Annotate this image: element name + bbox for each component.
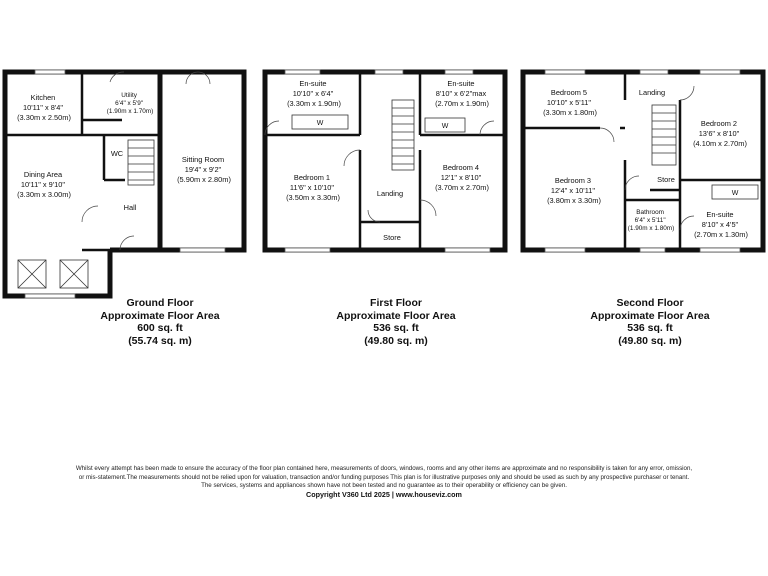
skylight bbox=[60, 260, 88, 288]
room-label-utility: Utility 6'4" x 5'9" (1.90m x 1.70m) bbox=[106, 92, 154, 115]
floor-name: First Floor bbox=[370, 297, 422, 309]
copyright: Copyright V360 Ltd 2025 | www.houseviz.com bbox=[306, 489, 462, 499]
room-label-en-suite: En-suite 10'10" x 6'4" (3.30m x 1.90m) bbox=[287, 79, 341, 108]
window bbox=[640, 248, 665, 252]
stairs bbox=[652, 105, 676, 165]
floor-area-label: Approximate Floor Area bbox=[100, 309, 220, 322]
window bbox=[285, 70, 320, 74]
wardrobe-mark: W bbox=[316, 120, 324, 127]
skylight bbox=[18, 260, 46, 288]
window bbox=[375, 70, 403, 74]
first-floor-plan bbox=[265, 70, 505, 252]
room-label-bedroom-4: Bedroom 4 12'1" x 8'10" (3.70m x 2.70m) bbox=[435, 163, 489, 192]
floor-area-label: Approximate Floor Area bbox=[336, 309, 456, 322]
room-label-hall: Hall bbox=[123, 203, 137, 212]
door-arc bbox=[82, 206, 98, 222]
window bbox=[545, 70, 585, 74]
wardrobe-mark: W bbox=[441, 123, 449, 130]
room-label-landing: Landing bbox=[376, 189, 404, 198]
room-label-store: Store bbox=[383, 233, 401, 242]
door-arc bbox=[680, 86, 694, 100]
room-label-bedroom-2: Bedroom 2 13'6" x 8'10" (4.10m x 2.70m) bbox=[693, 119, 747, 148]
floor-area-sqft: 536 sq. ft bbox=[373, 322, 419, 335]
room-label-en-suite: En-suite 8'10" x 4'5" (2.70m x 1.30m) bbox=[694, 210, 748, 239]
first-floor-caption bbox=[306, 297, 486, 347]
window bbox=[445, 70, 473, 74]
room-label-wc: WC bbox=[110, 149, 124, 158]
room-label-en-suite-2: En-suite 8'10" x 6'2"max (2.70m x 1.90m) bbox=[435, 79, 489, 108]
wardrobe-mark: W bbox=[731, 190, 739, 197]
disclaimer-line: Whilst every attempt has been made to ensure the accuracy of the floor plan contained here, measurements of doors, windows, rooms and any other items are approximate and no responsibility is taken for any error, omission, bbox=[75, 465, 693, 472]
disclaimer-line: The services, systems and appliances shown have not been tested and no guarantee as to their operability or efficiency can be given. bbox=[201, 482, 567, 490]
door-arc bbox=[368, 210, 380, 222]
second-floor-plan bbox=[523, 70, 763, 252]
room-label-store: Store bbox=[657, 175, 675, 184]
door-arc bbox=[600, 128, 614, 142]
disclaimer bbox=[20, 465, 748, 499]
room-label-bedroom-5: Bedroom 5 10'10" x 5'11" (3.30m x 1.80m) bbox=[543, 88, 597, 117]
room-label-bedroom-3: Bedroom 3 12'4" x 10'11" (3.80m x 3.30m) bbox=[547, 176, 601, 205]
door-arc bbox=[680, 216, 694, 230]
floor-area-label: Approximate Floor Area bbox=[590, 309, 710, 322]
window bbox=[545, 248, 585, 252]
window bbox=[700, 248, 740, 252]
room-label-kitchen: Kitchen 10'11" x 8'4" (3.30m x 2.50m) bbox=[17, 93, 71, 122]
window bbox=[700, 70, 740, 74]
stairs bbox=[128, 140, 154, 185]
room-label-bathroom: Bathroom 6'4" x 5'11" (1.90m x 1.80m) bbox=[627, 209, 675, 232]
door-arc bbox=[420, 200, 436, 216]
second-floor-caption bbox=[560, 297, 740, 347]
floor-name: Ground Floor bbox=[126, 297, 194, 309]
door-arc bbox=[344, 150, 360, 166]
floor-area-sqm: (49.80 sq. m) bbox=[364, 334, 428, 347]
ground-floor-caption bbox=[70, 297, 250, 347]
window bbox=[35, 70, 65, 74]
stairs bbox=[392, 100, 414, 170]
floor-name: Second Floor bbox=[616, 297, 684, 309]
floor-area-sqm: (55.74 sq. m) bbox=[128, 334, 192, 347]
ground-floor-plan bbox=[5, 70, 244, 298]
room-label-dining-area: Dining Area 10'11" x 9'10" (3.30m x 3.00m) bbox=[17, 170, 71, 199]
floor-area-sqm: (49.80 sq. m) bbox=[618, 334, 682, 347]
floor-area-sqft: 536 sq. ft bbox=[627, 322, 673, 335]
door-arc bbox=[625, 176, 639, 190]
floor-area-sqft: 600 sq. ft bbox=[137, 322, 183, 335]
room-label-bedroom-1: Bedroom 1 11'6" x 10'10" (3.50m x 3.30m) bbox=[286, 173, 340, 202]
window bbox=[640, 70, 668, 74]
door-arc bbox=[480, 121, 494, 135]
window bbox=[445, 248, 490, 252]
window bbox=[25, 294, 75, 298]
window bbox=[285, 248, 330, 252]
window bbox=[180, 248, 225, 252]
room-label-sitting-room: Sitting Room 19'4" x 9'2" (5.90m x 2.80m) bbox=[177, 155, 231, 184]
room-label-landing: Landing bbox=[638, 88, 666, 97]
disclaimer-line: or mis-statement.The measurements should not be relied upon for valuation, transaction and/or funding purposes This plan is for illustrative purposes only and should be used as such by any prospective purchaser or tenant. bbox=[78, 473, 690, 481]
